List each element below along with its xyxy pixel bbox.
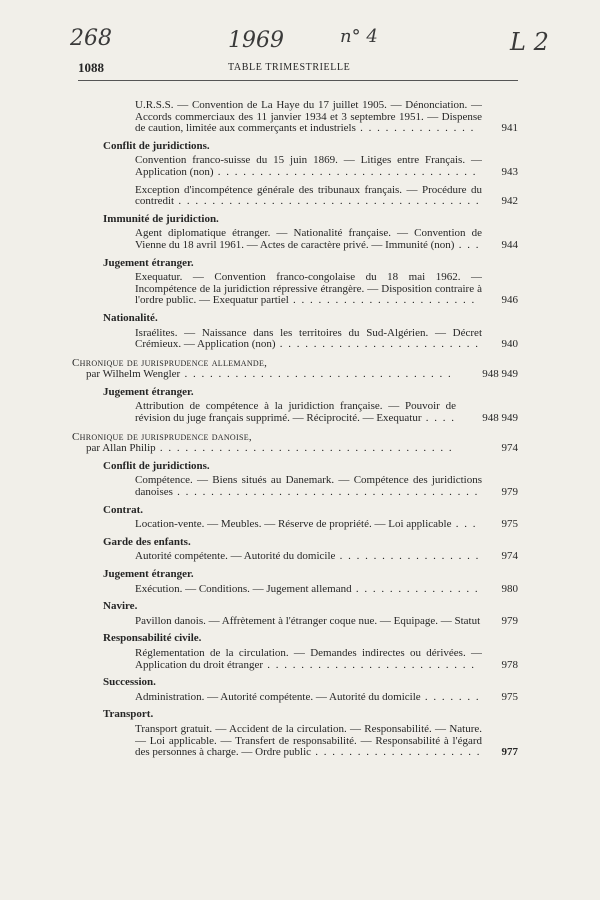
page-reference: 944 — [501, 238, 518, 251]
dot-leader: . . . — [451, 519, 477, 531]
dot-leader: . . . . . . . . . . . . . . . . . . . . — [311, 746, 482, 759]
section-heading: Contrat. — [103, 503, 144, 516]
dot-leader: . . . — [454, 238, 480, 251]
index-entry — [72, 724, 518, 759]
section-heading: Navire. — [103, 600, 138, 613]
handwritten-annotation: 268 — [70, 26, 112, 51]
page-reference: 977 — [501, 746, 518, 759]
dot-leader: . . . . . . . . . . . . . . . . . . . . . . — [288, 294, 476, 307]
page-reference: 946 — [501, 294, 518, 307]
page-reference: 978 — [501, 658, 518, 671]
entry-text: Location-vente. — Meubles. — Réserve de propriété. — Loi applicable . . . — [135, 519, 477, 531]
section-heading: Transport. — [103, 708, 154, 721]
dot-leader: . . . . . . . . . . . . . . — [355, 122, 475, 135]
chronicle-title: Chronique de jurisprudence danoise, — [72, 430, 252, 443]
dot-leader: . . . . . . . . . . . . . . . . . — [335, 551, 480, 563]
section-heading: Immunité de juridiction. — [103, 212, 219, 225]
entry-text: Exception d'incompétence générale des tribunaux français. — Procédure du contredit . . . . . . . . . . . . . . . . . . . . . . . . . . . . . . . . . . . . — [135, 184, 482, 208]
index-entry — [72, 155, 518, 178]
index-entry — [72, 185, 518, 208]
index-entry — [72, 272, 518, 307]
index-entry — [72, 584, 518, 596]
entry-text: U.R.S.S. — Convention de La Haye du 17 juillet 1905. — Dénonciation. — Accords commerciaux des 11 janvier 1934 et 3 septembre 1951. — Dispense de caution, limitée aux commerçants et industriels . . . . . . . . . . . . . . — [135, 100, 482, 135]
dot-leader: . . . . . . . . . . . . . . . — [351, 583, 480, 595]
dot-leader: . . . . . . . — [420, 691, 481, 703]
entry-text: Pavillon danois. — Affrètement à l'étranger coque nue. — Equipage. — Statut — [135, 615, 481, 627]
index-entry — [72, 648, 518, 671]
dot-leader: . . . . . . . . . . . . . . . . . . . . . . . . . . . . . . . — [213, 165, 478, 178]
dot-leader: . . . . . . . . . . . . . . . . . . . . . . . . . . . . . . . . . . . — [155, 442, 454, 455]
page-reference: 941 — [501, 122, 518, 135]
chronicle-title: Chronique de jurisprudence allemande, — [72, 356, 268, 369]
section-heading: Responsabilité civile. — [103, 632, 202, 645]
dot-leader: . . . . . . . . . . . . . . . . . . . . . . . . . — [263, 658, 476, 671]
page-number: 1088 — [78, 60, 104, 75]
page-reference: 974 — [501, 550, 518, 563]
index-content — [72, 100, 518, 765]
dot-leader: . . . . . . . . . . . . . . . . . . . . . . . . — [275, 338, 480, 351]
page-reference: 979 — [501, 486, 518, 499]
index-entry — [72, 228, 518, 251]
section-heading: Garde des enfants. — [103, 535, 191, 548]
page-reference: 975 — [501, 690, 518, 703]
running-header — [78, 56, 518, 81]
index-entry — [72, 328, 518, 351]
entry-text: Réglementation de la circulation. — Demandes indirectes ou dérivées. — Application du droit étranger . . . . . . . . . . . . . . . . . . . . . . . . . — [135, 647, 482, 671]
entry-text: Exécution. — Conditions. — Jugement allemand . . . . . . . . . . . . . . . — [135, 583, 480, 595]
dot-leader: . . . . — [421, 412, 456, 425]
page-reference: 948 949 — [482, 368, 518, 381]
section-heading: Jugement étranger. — [103, 256, 194, 269]
page-reference: 948 949 — [482, 412, 518, 425]
section-heading: Jugement étranger. — [103, 385, 194, 398]
section-heading: Conflit de juridictions. — [103, 459, 210, 472]
page-reference: 974 — [501, 442, 518, 455]
page-title: TABLE TRIMESTRIELLE — [228, 62, 351, 73]
handwritten-annotation: n° 4 — [340, 26, 378, 47]
index-entry — [72, 100, 518, 135]
index-entry — [72, 692, 518, 704]
page-reference: 940 — [501, 338, 518, 351]
entry-text: Autorité compétente. — Autorité du domicile . . . . . . . . . . . . . . . . . — [135, 551, 480, 563]
entry-text: Attribution de compétence à la juridiction française. — Pouvoir de révision du juge français supprimé. — Réciprocité. — Exequatur . . . . — [135, 401, 456, 425]
entry-text: Compétence. — Biens situés au Danemark. — Compétence des juridictions danoises . . . . . . . . . . . . . . . . . . . . . . . . . . . . . . . . . . . . — [135, 475, 482, 499]
chronicle-author: par Allan Philip . . . . . . . . . . . . . . . . . . . . . . . . . . . . . . . . . . . — [86, 442, 454, 455]
section-heading: Succession. — [103, 676, 156, 689]
page-reference: 979 — [501, 614, 518, 627]
section-heading: Nationalité. — [103, 311, 158, 324]
entry-text: Exequatur. — Convention franco-congolaise du 18 mai 1962. — Incompétence de la juridiction répressive étrangère. — Disposition contraire à l'ordre public. — Exequatur partiel . . . . . . . . . . . . . . . . . . . . . . — [135, 272, 482, 307]
handwritten-annotation: L 2 — [510, 28, 549, 56]
index-entry — [72, 475, 518, 498]
section-heading: Jugement étranger. — [103, 568, 194, 580]
dot-leader: . . . . . . . . . . . . . . . . . . . . . . . . . . . . . . . . — [180, 368, 453, 381]
entry-text: Agent diplomatique étranger. — Nationalité française. — Convention de Vienne du 18 avril 1961. — Actes de caractère privé. — Immunité (non) . . . — [135, 228, 482, 251]
index-entry — [72, 519, 518, 531]
chronicle-entry — [72, 432, 518, 455]
section-heading: Conflit de juridictions. — [103, 139, 210, 152]
index-entry — [72, 551, 518, 563]
chronicle-entry — [72, 358, 518, 381]
entry-text: Administration. — Autorité compétente. — Autorité du domicile . . . . . . . — [135, 691, 481, 703]
entry-text: Convention franco-suisse du 15 juin 1869. — Litiges entre Français. — Application (non) . . . . . . . . . . . . . . . . . . . . . . . . . . . . . . . — [135, 155, 482, 178]
page-reference: 980 — [501, 582, 518, 595]
page-reference: 975 — [501, 518, 518, 531]
index-entry — [72, 401, 518, 424]
handwritten-annotation: 1969 — [228, 28, 284, 53]
index-entry — [72, 616, 518, 628]
page-reference: 942 — [501, 195, 518, 208]
entry-text: Israélites. — Naissance dans les territoires du Sud-Algérien. — Décret Crémieux. — Application (non) . . . . . . . . . . . . . . . . . . . . . . . . — [135, 327, 482, 351]
page-reference: 943 — [501, 165, 518, 178]
dot-leader: . . . . . . . . . . . . . . . . . . . . . . . . . . . . . . . . . . . . — [174, 195, 481, 208]
entry-text: Transport gratuit. — Accident de la circulation. — Responsabilité. — Nature. — Loi applicable. — Transfert de responsabilité. — Responsabilité à l'égard des personnes à charge. — Ordre public . . . . . . . . . . . . . . . . . . . . — [135, 723, 482, 759]
dot-leader: . . . . . . . . . . . . . . . . . . . . . . . . . . . . . . . . . . . . — [172, 486, 479, 499]
chronicle-author: par Wilhelm Wengler . . . . . . . . . . . . . . . . . . . . . . . . . . . . . . . . — [86, 368, 453, 381]
